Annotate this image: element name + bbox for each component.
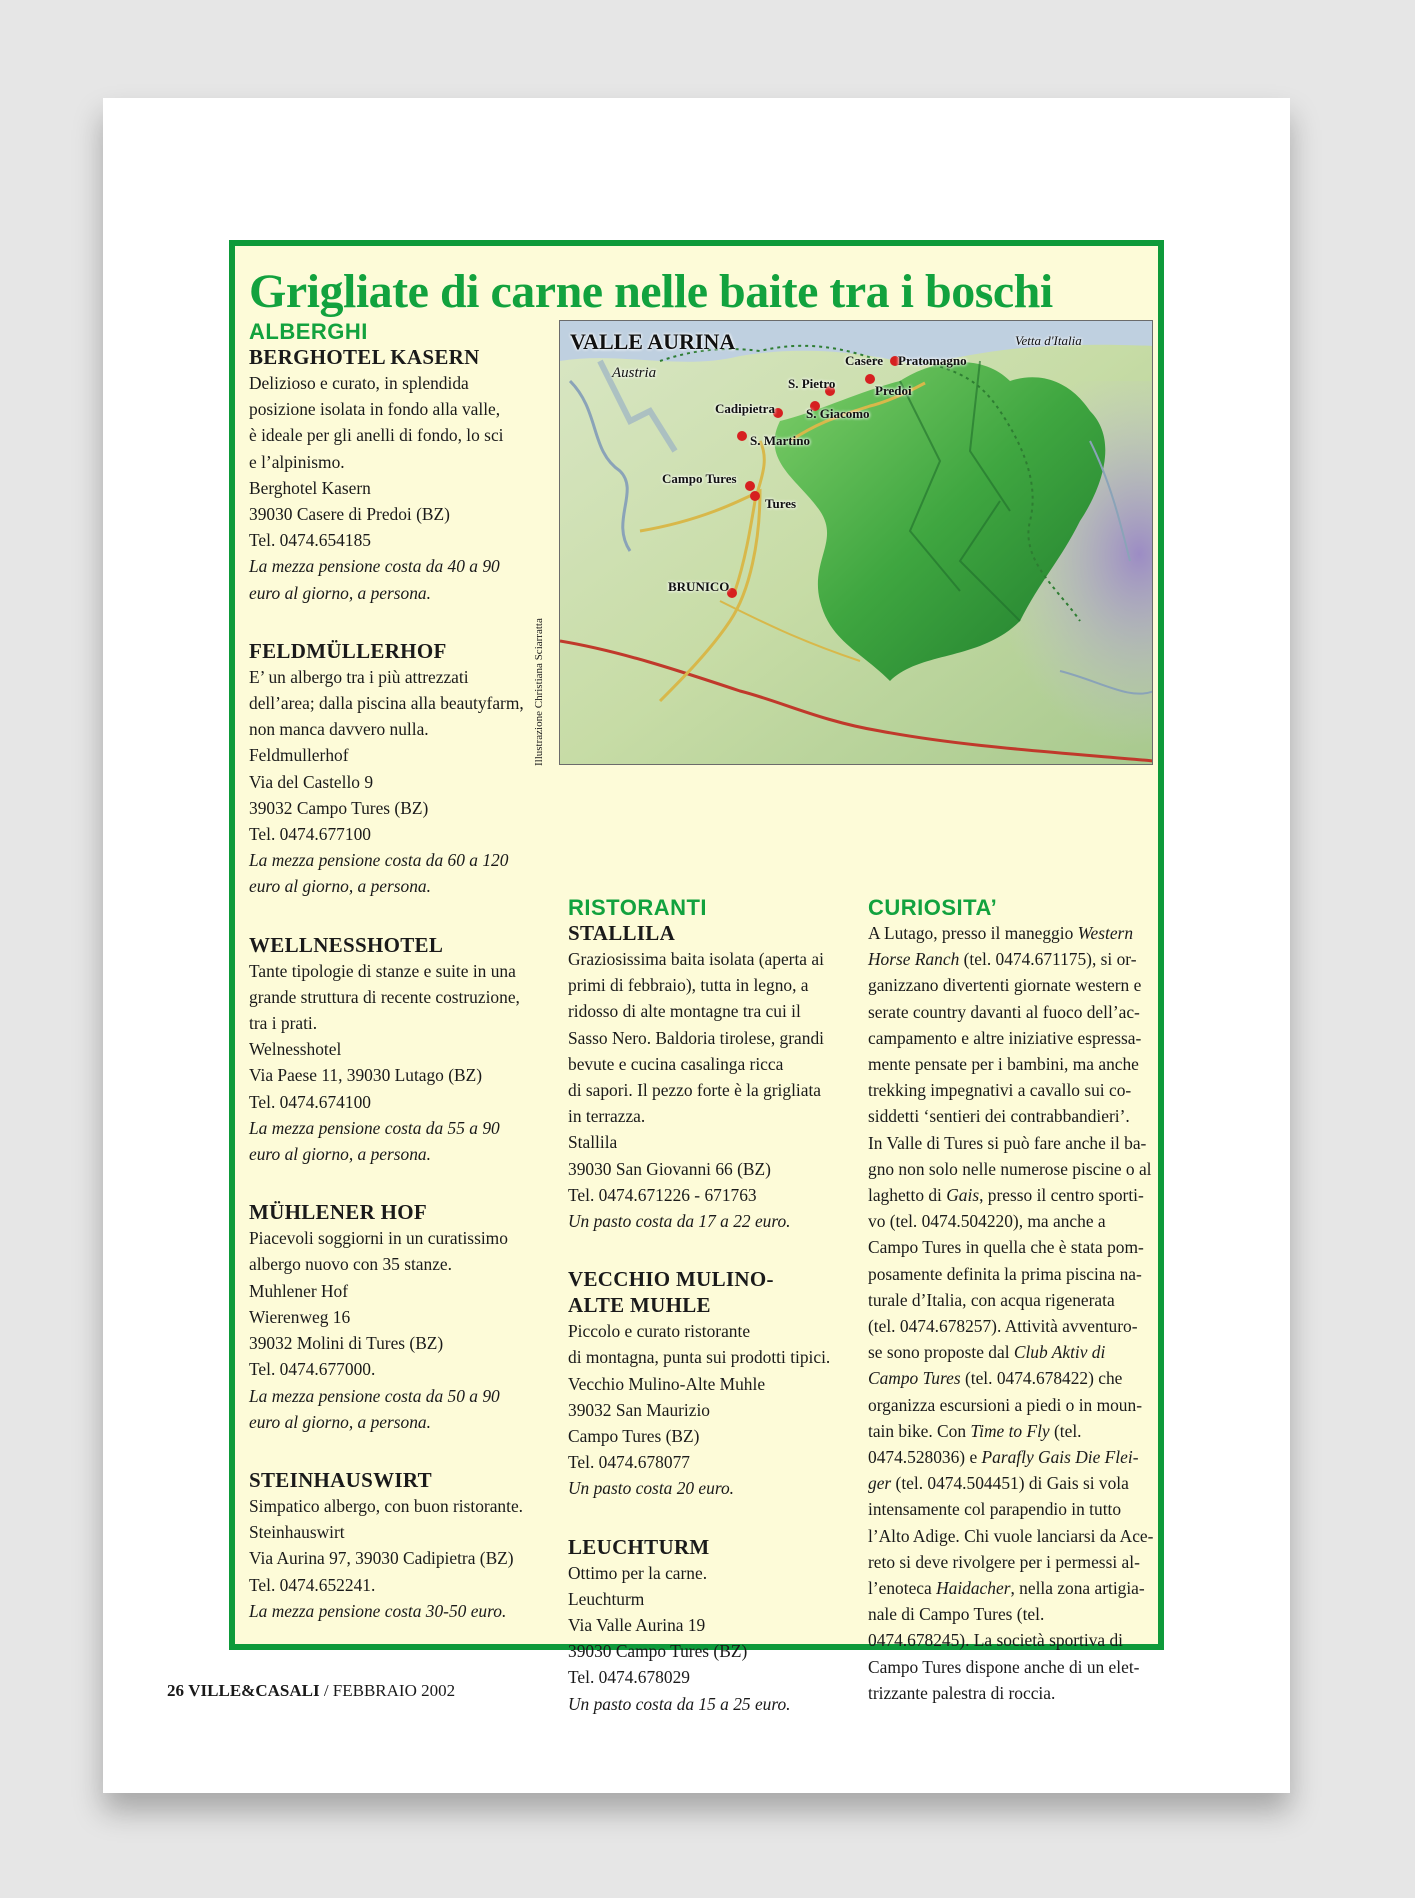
curiosita-line (868, 999, 1153, 1025)
listing-name: STALLILA (568, 921, 676, 945)
listing-line: Tel. 0474.678077 (568, 1452, 690, 1473)
listing-line: dell’area; dalla piscina alla beautyfarm, (249, 693, 524, 714)
curiosita-line (868, 972, 1153, 998)
listing-line: Tel. 0474.674100 (249, 1091, 371, 1112)
listing-line: Via Aurina 97, 39030 Cadipietra (BZ) (249, 1548, 514, 1569)
text-run: reto si deve rivolgere per i permessi al- (868, 1551, 1140, 1572)
map-label: Cadipietra (715, 401, 775, 416)
text-run: l’Alto Adige. Chi vuole lanciarsi da Ace- (868, 1525, 1154, 1546)
text-run: ganizzano divertenti giornate western e (868, 975, 1142, 996)
text-run: (tel. 0474.678257). Attività avventuro- (868, 1316, 1138, 1337)
curiosita-line (868, 1627, 1153, 1653)
listing-line: Vecchio Mulino-Alte Muhle (568, 1373, 766, 1394)
listing-line: Berghotel Kasern (249, 477, 371, 498)
text-run: (tel. 0474.504451) di Gais si vola (891, 1473, 1129, 1494)
text-run: nale di Campo Tures (tel. (868, 1604, 1045, 1625)
curiosita-line (868, 1496, 1153, 1522)
curiosita-line (868, 946, 1153, 972)
curiosita-line (868, 1103, 1153, 1129)
text-run: , nella zona artigia- (1010, 1578, 1145, 1599)
listing-line: in terrazza. (568, 1106, 646, 1127)
listing-line: Muhlener Hof (249, 1280, 349, 1301)
text-run: Campo Tures (868, 1368, 961, 1389)
text-run: Haidacher (936, 1578, 1011, 1599)
listing-line: 39032 Campo Tures (BZ) (249, 797, 429, 818)
listing-line: Steinhauswirt (249, 1522, 345, 1543)
text-run: gno non solo nelle numerose piscine o al (868, 1158, 1152, 1179)
map-label: S. Pietro (788, 376, 836, 391)
curiosita-line (868, 1130, 1153, 1156)
text-run: l’enoteca (868, 1578, 937, 1599)
text-run: turale d’Italia, con acqua rigenerata (868, 1289, 1115, 1310)
listing-line: Graziosissima baita isolata (aperta ai (568, 949, 824, 969)
listing-line: di montagna, punta sui prodotti tipici. (568, 1347, 831, 1368)
listing-name: BERGHOTEL KASERN (249, 345, 480, 369)
curiosita-line (868, 1654, 1153, 1680)
listing-entry (249, 1167, 534, 1435)
listing-line: Piacevoli soggiorni in un curatissimo (249, 1228, 508, 1249)
listing-entry (568, 1502, 853, 1717)
listing-name: LEUCHTURM (568, 1534, 710, 1559)
listing-line: Leuchturm (568, 1588, 645, 1609)
text-run: Club Aktiv di (1013, 1342, 1106, 1363)
curiosita-line (868, 920, 1153, 946)
curiosita-line (868, 1523, 1153, 1549)
curiosita-line (868, 1601, 1153, 1627)
page-footer (167, 1681, 455, 1701)
text-run: Campo Tures dispone anche di un elet- (868, 1656, 1140, 1677)
listing-line: Via Paese 11, 39030 Lutago (BZ) (249, 1065, 483, 1086)
spacer (249, 1167, 534, 1199)
text-run: Horse Ranch (868, 949, 960, 970)
listing-price: La mezza pensione costa da 55 a 90 (249, 1117, 500, 1138)
map-label: S. Giacomo (806, 406, 870, 421)
listing-line: Ottimo per la carne. (568, 1562, 708, 1583)
listing-entry (249, 606, 534, 900)
curiosita-line (868, 1261, 1153, 1287)
listing-price: euro al giorno, a persona. (249, 582, 431, 603)
text-run: intensamente col parapendio in tutto (868, 1499, 1122, 1520)
listing-line: Via Valle Aurina 19 (568, 1615, 706, 1636)
listing-price: Un pasto costa da 17 a 22 euro. (568, 1211, 791, 1232)
curiosita-line (868, 1077, 1153, 1103)
spacer (249, 1435, 534, 1467)
map-label: BRUNICO (668, 579, 730, 594)
spacer (568, 1502, 853, 1534)
listing-name: STEINHAUSWIRT (249, 1467, 432, 1492)
listing-entry (249, 344, 534, 606)
alberghi-column (249, 320, 534, 1624)
listing-entry (249, 1435, 534, 1624)
text-run: Western (1077, 923, 1134, 943)
listing-entry (249, 900, 534, 1168)
issue-date: / FEBBRAIO 2002 (323, 1681, 456, 1700)
listing-price: La mezza pensione costa da 60 a 120 (249, 850, 509, 871)
curiosita-line (868, 1051, 1153, 1077)
listing-name: WELLNESSHOTEL (249, 932, 444, 957)
text-run: posamente definita la prima piscina na- (868, 1263, 1142, 1284)
listing-line: 39030 Casere di Predoi (BZ) (249, 504, 450, 525)
listing-line: è ideale per gli anelli di fondo, lo sci (249, 425, 504, 446)
text-run: se sono proposte dal (868, 1342, 1014, 1363)
text-run: Gais (946, 1185, 980, 1206)
text-run: campamento e altre iniziative espressa- (868, 1027, 1142, 1048)
listing-line: albergo nuovo con 35 stanze. (249, 1254, 452, 1275)
text-run: Campo Tures in quella che è stata pom- (868, 1237, 1144, 1258)
listing-line: Tel. 0474.678029 (568, 1667, 690, 1688)
listing-line: Tel. 0474.671226 - 671763 (568, 1184, 757, 1205)
listing-line: tra i prati. (249, 1013, 318, 1034)
curiosita-line (868, 1418, 1153, 1444)
curiosita-line (868, 1339, 1153, 1365)
text-run: serate country davanti al fuoco dell’ac- (868, 1001, 1140, 1022)
curiosita-line (868, 1287, 1153, 1313)
alberghi-list (249, 344, 534, 1624)
curiosita-line (868, 1025, 1153, 1051)
listing-line: Wierenweg 16 (249, 1306, 351, 1327)
text-run: tain bike. Con (868, 1420, 971, 1441)
magazine-name: VILLE&CASALI (188, 1681, 320, 1700)
listing-line: Tel. 0474.677000. (249, 1359, 376, 1380)
listing-price: Un pasto costa da 15 a 25 euro. (568, 1693, 791, 1714)
text-run: 0474.678245). La società sportiva di (868, 1630, 1124, 1651)
map-label: Vetta d'Italia (1015, 333, 1082, 348)
curiosita-line (868, 1208, 1153, 1234)
listing-price: euro al giorno, a persona. (249, 1411, 431, 1432)
listing-line: 39032 San Maurizio (568, 1399, 711, 1420)
map-illustration (560, 321, 1153, 765)
curiosita-line (868, 1470, 1153, 1496)
spacer (568, 1234, 853, 1266)
text-run: laghetto di (868, 1185, 947, 1206)
text-run: (tel. 0474.671175), si or- (959, 949, 1137, 970)
text-run: trekking impegnativi a cavallo sui co- (868, 1080, 1132, 1101)
curiosita-line (868, 1234, 1153, 1260)
curiosita-line (868, 1365, 1153, 1391)
listing-line: E’ un albergo tra i più attrezzati (249, 666, 469, 687)
text-run: ger (868, 1473, 892, 1494)
listing-price: euro al giorno, a persona. (249, 1144, 431, 1165)
curiosita-line (868, 1680, 1153, 1706)
curiosita-line (868, 1313, 1153, 1339)
listing-line: Welnesshotel (249, 1039, 342, 1060)
map-label: Campo Tures (662, 471, 737, 486)
text-run: , presso il centro sporti- (979, 1185, 1144, 1206)
listing-line: Feldmullerhof (249, 745, 349, 766)
listing-price: euro al giorno, a persona. (249, 876, 431, 897)
text-run: vo (tel. 0474.504220), ma anche a (868, 1211, 1106, 1232)
text-run: In Valle di Tures si può fare anche il ba- (868, 1132, 1147, 1153)
listing-price: Un pasto costa 20 euro. (568, 1478, 735, 1499)
listing-line: 39030 San Giovanni 66 (BZ) (568, 1158, 771, 1179)
listing-line: Tel. 0474.652241. (249, 1574, 376, 1595)
magazine-page (103, 98, 1290, 1793)
listing-line: bevute e cucina casalinga ricca (568, 1053, 784, 1074)
listing-line: grande struttura di recente costruzione, (249, 986, 520, 1007)
listing-price: La mezza pensione costa 30-50 euro. (249, 1600, 507, 1621)
listing-name: ALTE MUHLE (568, 1293, 711, 1318)
listing-name: MÜHLENER HOF (249, 1200, 428, 1225)
listing-line: e l’alpinismo. (249, 451, 345, 472)
curiosita-line (868, 1575, 1153, 1601)
listing-line: Simpatico albergo, con buon ristorante. (249, 1495, 524, 1516)
text-run: organizza escursioni a piedi o in moun- (868, 1394, 1142, 1415)
text-run: (tel. 0474.678422) che (960, 1368, 1123, 1389)
curiosita-line (868, 1549, 1153, 1575)
listing-entry (568, 920, 853, 1234)
article-title: Grigliate di carne nelle baite tra i boschi (249, 265, 1053, 318)
listing-line: Piccolo e curato ristorante (568, 1321, 751, 1342)
map-label: Pratomagno (898, 353, 967, 368)
listing-line: Delizioso e curato, in splendida (249, 373, 469, 393)
map-credit: Illustrazione Christiana Sciarratta (533, 618, 545, 766)
curiosita-line (868, 1156, 1153, 1182)
map-label: Predoi (875, 383, 912, 398)
text-run: A Lutago, presso il maneggio (868, 923, 1078, 943)
listing-line: 39032 Molini di Tures (BZ) (249, 1333, 444, 1354)
section-heading-alberghi: ALBERGHI (249, 319, 368, 344)
page-number: 26 (167, 1681, 184, 1700)
text-run: 0474.528036) e (868, 1447, 982, 1468)
text-run: siddetti ‘sentieri dei contrabbandieri’. (868, 1106, 1130, 1127)
curiosita-line (868, 1444, 1153, 1470)
listing-line: 39030 Campo Tures (BZ) (568, 1641, 748, 1662)
listing-line: Stallila (568, 1132, 618, 1153)
map-label: Tures (765, 496, 797, 511)
ristoranti-list (568, 920, 853, 1717)
section-heading-ristoranti: RISTORANTI (568, 895, 708, 920)
listing-price: La mezza pensione costa da 40 a 90 (249, 556, 500, 577)
listing-line: posizione isolata in fondo alla valle, (249, 399, 501, 420)
text-run: (tel. (1049, 1420, 1082, 1441)
text-run: Parafly Gais Die Flei- (981, 1447, 1139, 1468)
text-run: mente pensate per i bambini, ma anche (868, 1054, 1139, 1075)
curiosita-text (868, 920, 1153, 1706)
section-heading-curiosita: CURIOSITA’ (868, 895, 998, 920)
valle-aurina-map (559, 320, 1153, 765)
map-label: S. Martino (750, 433, 810, 448)
listing-entry (568, 1234, 853, 1501)
map-label: Casere (845, 353, 884, 368)
listing-line: ridosso di alte montagne tra cui il (568, 1001, 801, 1022)
text-run: trizzante palestra di roccia. (868, 1682, 1056, 1703)
map-label: Austria (612, 365, 657, 381)
listing-line: Tante tipologie di stanze e suite in una (249, 960, 516, 981)
ristoranti-column (568, 896, 853, 1717)
listing-line: Campo Tures (BZ) (568, 1426, 700, 1447)
text-run: Time to Fly (970, 1420, 1050, 1441)
curiosita-column (868, 896, 1153, 1706)
listing-line: Via del Castello 9 (249, 771, 374, 792)
curiosita-line (868, 1182, 1153, 1208)
map-label: VALLE AURINA (570, 329, 736, 354)
listing-line: primi di febbraio), tutta in legno, a (568, 975, 809, 996)
listing-line: Tel. 0474.654185 (249, 530, 371, 551)
listing-name: VECCHIO MULINO- (568, 1267, 774, 1292)
listing-line: non manca davvero nulla. (249, 719, 429, 740)
spacer (249, 900, 534, 932)
listing-line: di sapori. Il pezzo forte è la grigliata (568, 1080, 822, 1101)
listing-line: Sasso Nero. Baldoria tirolese, grandi (568, 1027, 824, 1048)
spacer (249, 606, 534, 638)
listing-name: FELDMÜLLERHOF (249, 638, 447, 663)
listing-price: La mezza pensione costa da 50 a 90 (249, 1385, 500, 1406)
curiosita-line (868, 1392, 1153, 1418)
listing-line: Tel. 0474.677100 (249, 824, 371, 845)
